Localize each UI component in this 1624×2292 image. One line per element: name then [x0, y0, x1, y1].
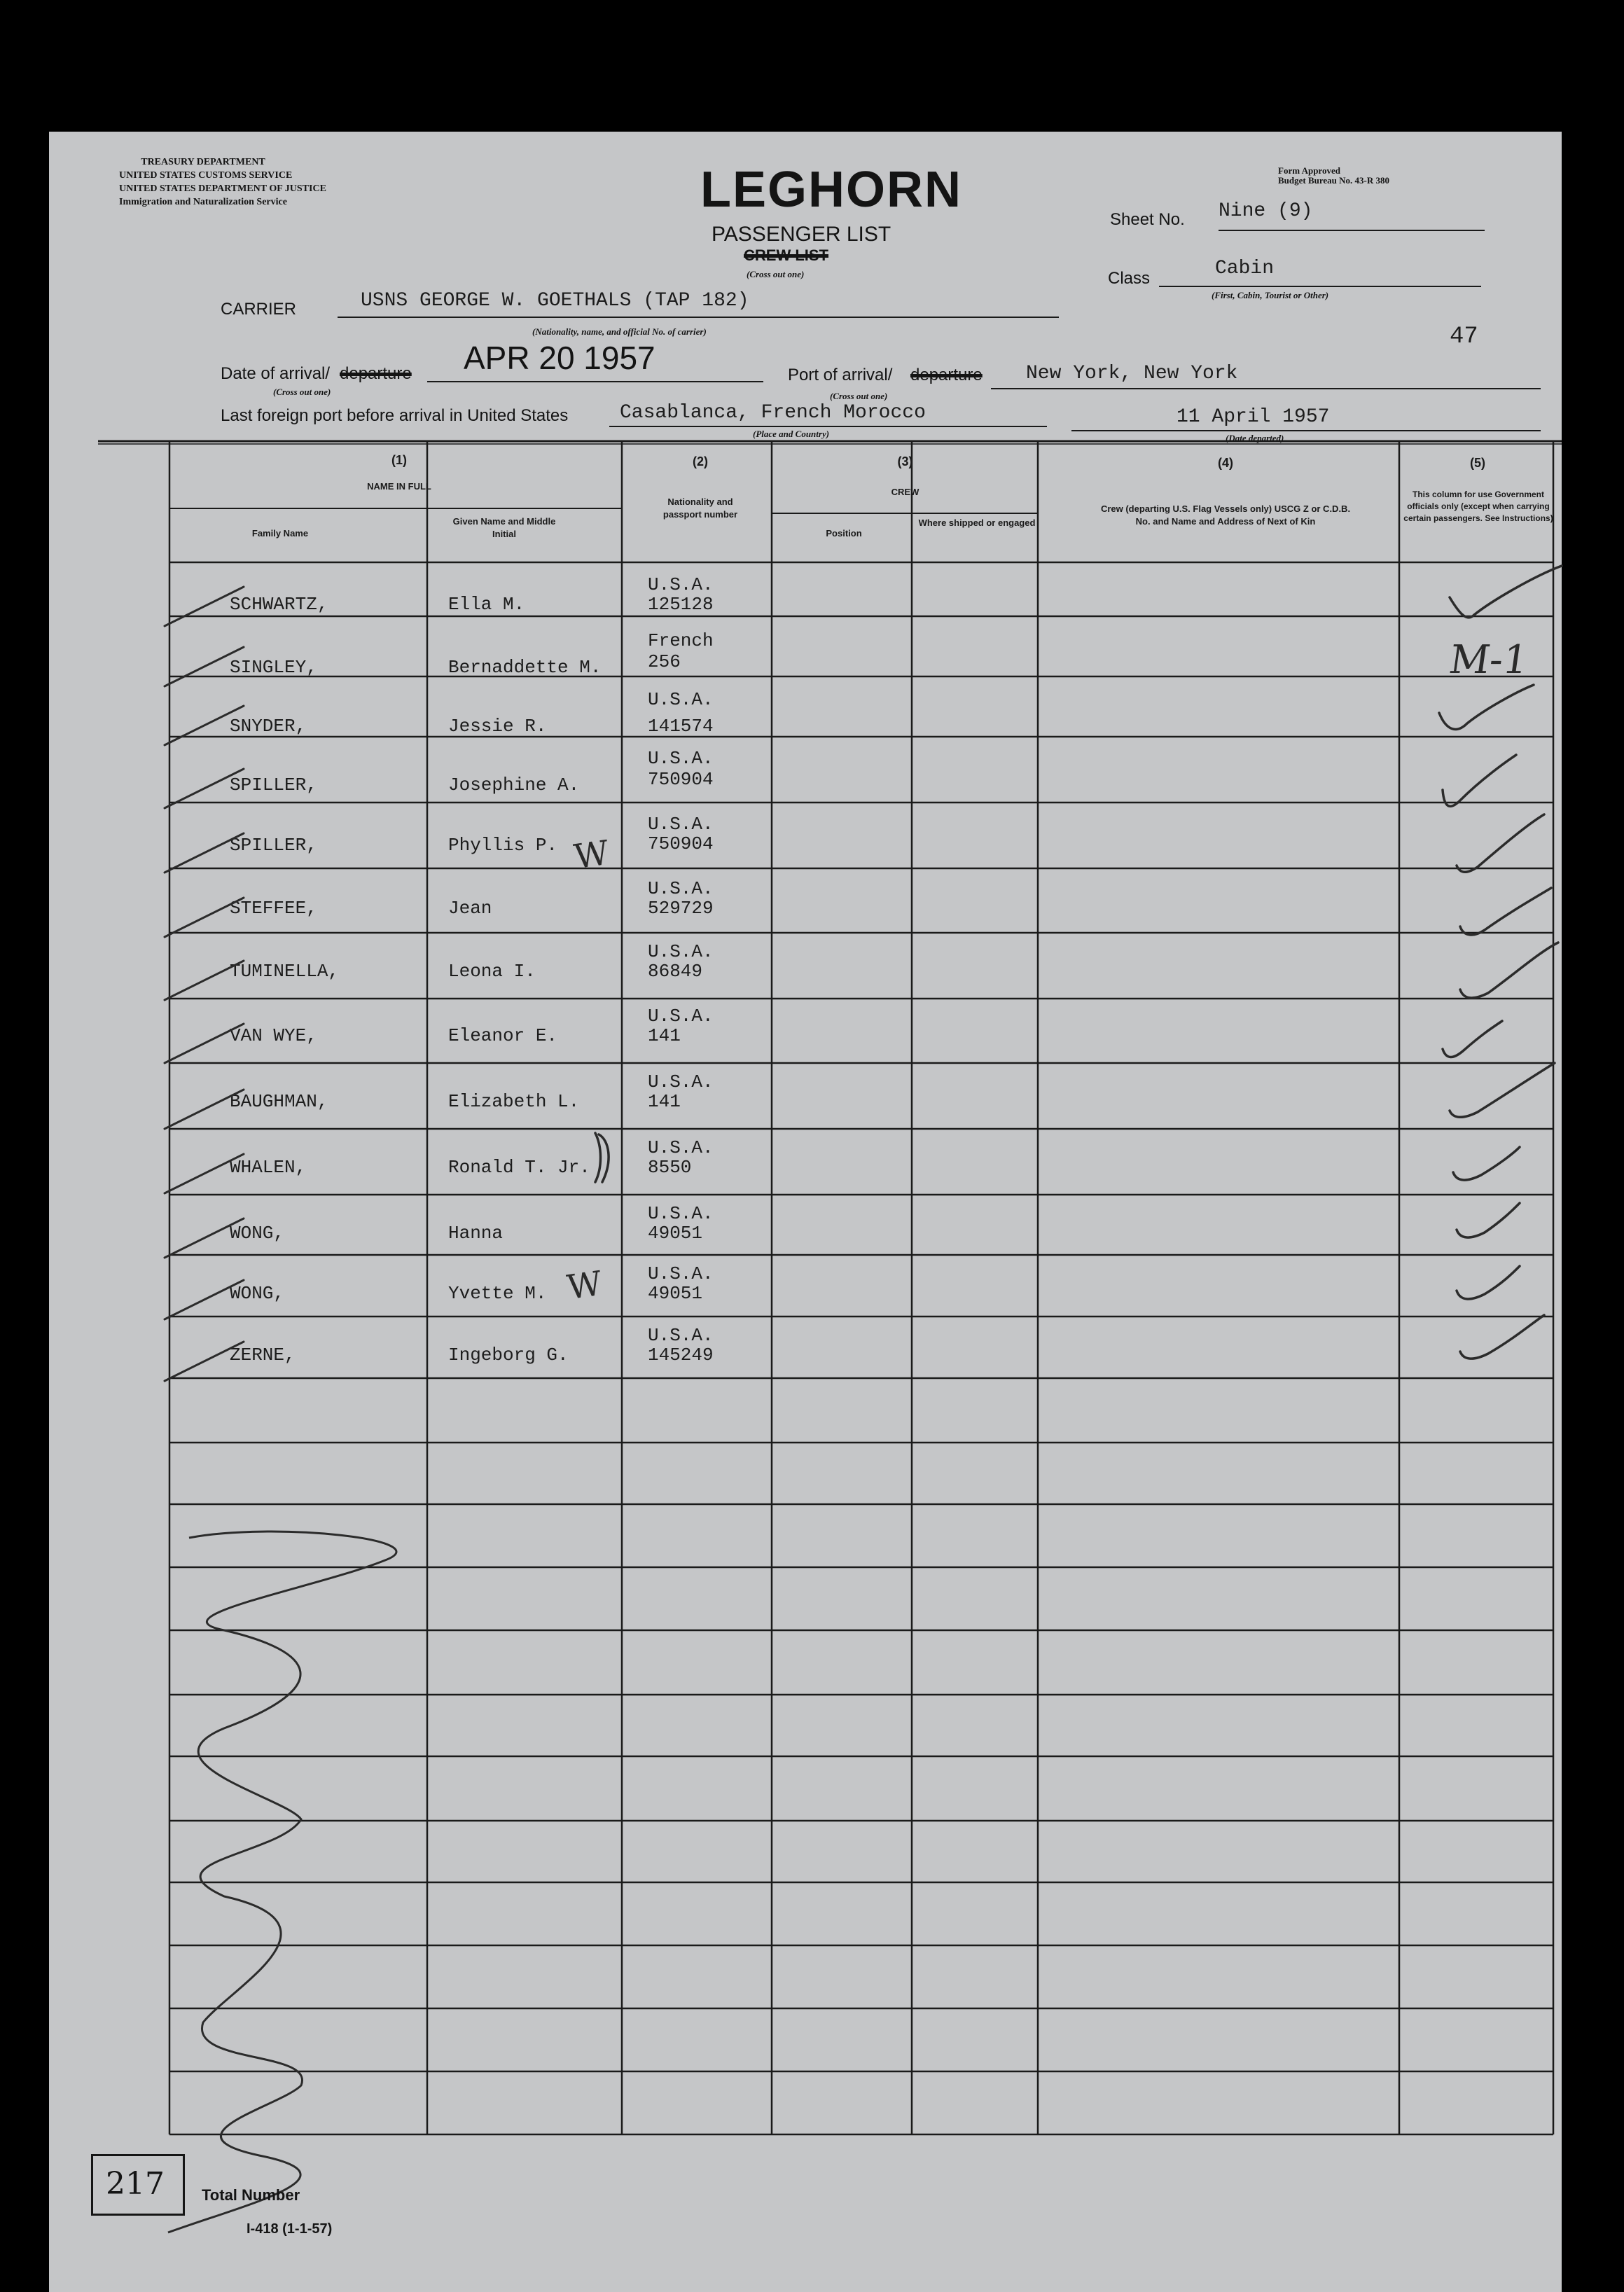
check-mark-icon — [1439, 685, 1534, 729]
check-mark-icon — [1457, 1203, 1520, 1237]
given-name: Eleanor E. — [448, 1025, 558, 1046]
dept-line-3: UNITED STATES DEPARTMENT OF JUSTICE — [119, 183, 326, 194]
check-mark-icon — [1460, 943, 1558, 998]
port-note: (Cross out one) — [830, 391, 888, 401]
check-marks — [595, 566, 1562, 1359]
family-name: SPILLER, — [230, 775, 317, 796]
class-value: Cabin — [1215, 258, 1275, 279]
total-number-box — [91, 2154, 185, 2216]
nationality: U.S.A. — [648, 689, 714, 710]
check-mark-icon — [1443, 755, 1516, 806]
nationality: U.S.A. — [648, 941, 714, 962]
port-stamp: LEGHORN — [700, 162, 962, 218]
passport-number: 141 — [648, 1091, 681, 1112]
nationality: U.S.A. — [648, 1006, 714, 1027]
given-name: Ingeborg G. — [448, 1345, 569, 1366]
given-name: Josephine A. — [448, 775, 580, 796]
arrival-date-label: Date of arrival/ — [221, 364, 331, 383]
carrier-label: CARRIER — [221, 300, 297, 319]
col5-number: (5) — [1470, 456, 1485, 470]
dept-line-1: TREASURY DEPARTMENT — [141, 157, 265, 167]
where-shipped-header: Where shipped or engaged — [918, 518, 1036, 528]
passport-number: 49051 — [648, 1283, 703, 1304]
budget-bureau: Budget Bureau No. 43-R 380 — [1278, 175, 1390, 186]
family-name: SCHWARTZ, — [230, 594, 328, 615]
departed-note: (Date departed) — [1226, 433, 1284, 443]
cross-out-note: (Cross out one) — [747, 269, 805, 279]
passport-number: 141574 — [648, 716, 714, 737]
margin-note-w: W — [564, 1263, 605, 1308]
class-note: (First, Cabin, Tourist or Other) — [1212, 290, 1329, 300]
family-name: TUMINELLA, — [230, 961, 340, 982]
arrival-date-crossed: departure — [340, 364, 412, 383]
carrier-value: USNS GEORGE W. GOETHALS (TAP 182) — [361, 290, 749, 312]
check-mark-icon — [1453, 1147, 1520, 1180]
port-label: Port of arrival/ — [788, 366, 893, 384]
given-name: Hanna — [448, 1223, 504, 1244]
sheet-label: Sheet No. — [1110, 210, 1185, 229]
family-name: BAUGHMAN, — [230, 1091, 328, 1112]
handwriting-layer — [49, 132, 1562, 2292]
check-mark-icon — [1450, 1063, 1555, 1117]
family-name: WHALEN, — [230, 1157, 307, 1178]
position-header: Position — [826, 528, 862, 539]
nationality: U.S.A. — [648, 1071, 714, 1092]
family-name: STEFFEE, — [230, 898, 317, 919]
family-name: SINGLEY, — [230, 657, 317, 678]
given-name: Jean — [448, 898, 492, 919]
passport-number: 86849 — [648, 961, 703, 982]
last-port-label: Last foreign port before arrival in United States — [221, 406, 569, 425]
arrival-date-note: (Cross out one) — [273, 387, 331, 397]
given-name: Yvette M. — [448, 1283, 547, 1304]
given-name: Ronald T. Jr. — [448, 1157, 590, 1178]
check-mark-icon — [1460, 1315, 1544, 1359]
family-name: WONG, — [230, 1223, 285, 1244]
col3-number: (3) — [897, 454, 913, 468]
form-id: I-418 (1-1-57) — [247, 2221, 333, 2237]
family-name: WONG, — [230, 1283, 285, 1304]
last-port-value: Casablanca, French Morocco — [620, 402, 926, 424]
col2-number: (2) — [693, 454, 708, 468]
carrier-note: (Nationality, name, and official No. of carrier) — [532, 326, 707, 337]
class-label: Class — [1108, 269, 1151, 288]
row-slashes — [165, 587, 244, 1381]
given-name: Phyllis P. — [448, 835, 558, 856]
family-name: ZERNE, — [230, 1345, 296, 1366]
nationality: U.S.A. — [648, 1137, 714, 1158]
void-squiggle — [168, 1532, 396, 2232]
passport-number: 141 — [648, 1025, 681, 1046]
nationality: French — [648, 630, 714, 651]
family-name-header: Family Name — [251, 528, 309, 539]
passport-number: 49051 — [648, 1223, 703, 1244]
col4-number: (4) — [1218, 456, 1233, 470]
sheet-value: Nine (9) — [1219, 200, 1313, 222]
nationality: U.S.A. — [648, 1203, 714, 1224]
handwritten-m1-mark: M-1 — [1446, 637, 1532, 683]
check-mark-icon — [1450, 566, 1562, 618]
col1-title: NAME IN FULL — [367, 481, 431, 492]
check-mark-icon — [1457, 1266, 1520, 1299]
nationality: U.S.A. — [648, 878, 714, 899]
col2-title: Nationality and passport number — [662, 496, 738, 520]
bracket-mark — [595, 1133, 609, 1182]
family-name: SNYDER, — [230, 716, 307, 737]
passport-number: 256 — [648, 651, 681, 672]
family-name: VAN WYE, — [230, 1025, 317, 1046]
form-sheet — [49, 132, 1562, 2292]
dept-line-4: Immigration and Naturalization Service — [119, 197, 287, 207]
total-number-value: 217 — [106, 2166, 165, 2202]
dept-line-2: UNITED STATES CUSTOMS SERVICE — [119, 170, 293, 181]
family-name: SPILLER, — [230, 835, 317, 856]
nationality: U.S.A. — [648, 814, 714, 835]
nationality: U.S.A. — [648, 748, 714, 769]
crossed-out-type: CREW LIST — [744, 246, 828, 264]
passport-number: 750904 — [648, 769, 714, 790]
passport-number: 145249 — [648, 1345, 714, 1366]
port-crossed: departure — [910, 366, 983, 384]
departed-value: 11 April 1957 — [1177, 406, 1330, 428]
passport-number: 529729 — [648, 898, 714, 919]
last-port-note: (Place and Country) — [753, 429, 830, 439]
passport-number: 750904 — [648, 833, 714, 854]
check-mark-icon — [1443, 1021, 1502, 1057]
nationality: U.S.A. — [648, 1263, 714, 1284]
check-mark-icon — [1457, 814, 1544, 872]
port-value: New York, New York — [1026, 363, 1238, 384]
given-name: Ella M. — [448, 594, 525, 615]
passport-number: 8550 — [648, 1157, 692, 1178]
given-name: Elizabeth L. — [448, 1091, 580, 1112]
col3-title: CREW — [891, 487, 919, 497]
form-type: PASSENGER LIST — [712, 223, 891, 246]
col1-number: (1) — [391, 453, 407, 467]
form-approved: Form Approved — [1278, 165, 1340, 176]
nationality: U.S.A. — [648, 1325, 714, 1346]
given-name-header: Given Name and Middle Initial — [452, 516, 556, 539]
arrival-date-value: APR 20 1957 — [464, 340, 655, 376]
given-name: Bernaddette M. — [448, 657, 602, 678]
col5-title: This column for use Government officials only (except when carrying certain passengers. See Instructions) — [1403, 489, 1553, 523]
given-name: Jessie R. — [448, 716, 547, 737]
total-number-label: Total Number — [202, 2186, 300, 2204]
given-name: Leona I. — [448, 961, 536, 982]
nationality: U.S.A. — [648, 574, 714, 595]
check-mark-icon — [1460, 888, 1551, 935]
passport-number: 125128 — [648, 594, 714, 615]
page-number: 47 — [1450, 324, 1478, 350]
margin-note-w: W — [571, 833, 612, 877]
col4-title: Crew (departing U.S. Flag Vessels only) USCG Z or C.D.B. No. and Name and Address of Next of Kin — [1100, 503, 1351, 527]
